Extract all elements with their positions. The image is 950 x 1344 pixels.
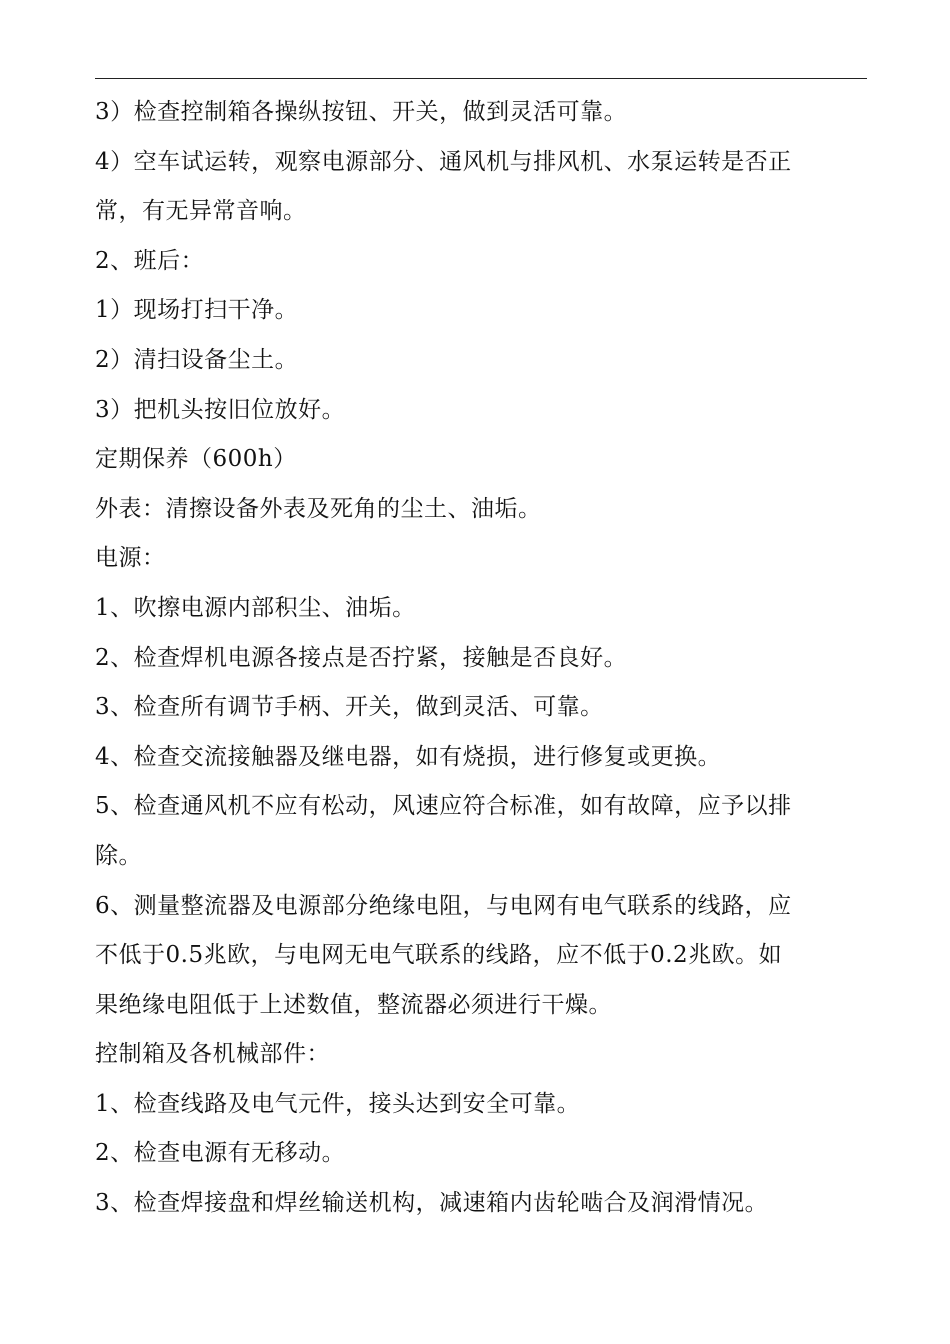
- text-line: 除。: [95, 842, 142, 869]
- text-line: 1）现场打扫干净。: [95, 297, 299, 324]
- text-line: 6、测量整流器及电源部分绝缘电阻，与电网有电气联系的线路，应: [95, 892, 792, 919]
- text-line: 3、检查焊接盘和焊丝输送机构，减速箱内齿轮啮合及润滑情况。: [95, 1190, 769, 1217]
- text-line: 1、检查线路及电气元件，接头达到安全可靠。: [95, 1090, 581, 1117]
- text-line: 常，有无异常音响。: [95, 198, 307, 225]
- text-line: 控制箱及各机械部件：: [95, 1041, 330, 1068]
- text-line: 2、班后：: [95, 247, 205, 274]
- text-line: 定期保养（600h）: [95, 446, 297, 473]
- text-line: 5、检查通风机不应有松动，风速应符合标准，如有故障，应予以排: [95, 793, 792, 820]
- text-line: 4）空车试运转，观察电源部分、通风机与排风机、水泵运转是否正: [95, 148, 792, 175]
- header-rule: [95, 78, 867, 79]
- text-line: 3）把机头按旧位放好。: [95, 396, 346, 423]
- text-line: 3）检查控制箱各操纵按钮、开关，做到灵活可靠。: [95, 99, 628, 125]
- text-line: 电源：: [95, 545, 166, 572]
- text-line: 3、检查所有调节手柄、开关，做到灵活、可靠。: [95, 694, 604, 721]
- text-line: 2、检查焊机电源各接点是否拧紧，接触是否良好。: [95, 644, 628, 671]
- text-line: 2）清扫设备尘土。: [95, 346, 299, 373]
- text-line: 不低于0.5兆欧，与电网无电气联系的线路，应不低于0.2兆欧。如: [95, 942, 783, 969]
- text-line: 果绝缘电阻低于上述数值，整流器必须进行干燥。: [95, 991, 612, 1018]
- text-line: 4、检查交流接触器及继电器，如有烧损，进行修复或更换。: [95, 743, 722, 770]
- text-line: 2、检查电源有无移动。: [95, 1140, 346, 1167]
- text-line: 外表：清擦设备外表及死角的尘土、油垢。: [95, 495, 542, 522]
- document-body: [95, 88, 867, 1229]
- text-line: 1、吹擦电源内部积尘、油垢。: [95, 594, 416, 621]
